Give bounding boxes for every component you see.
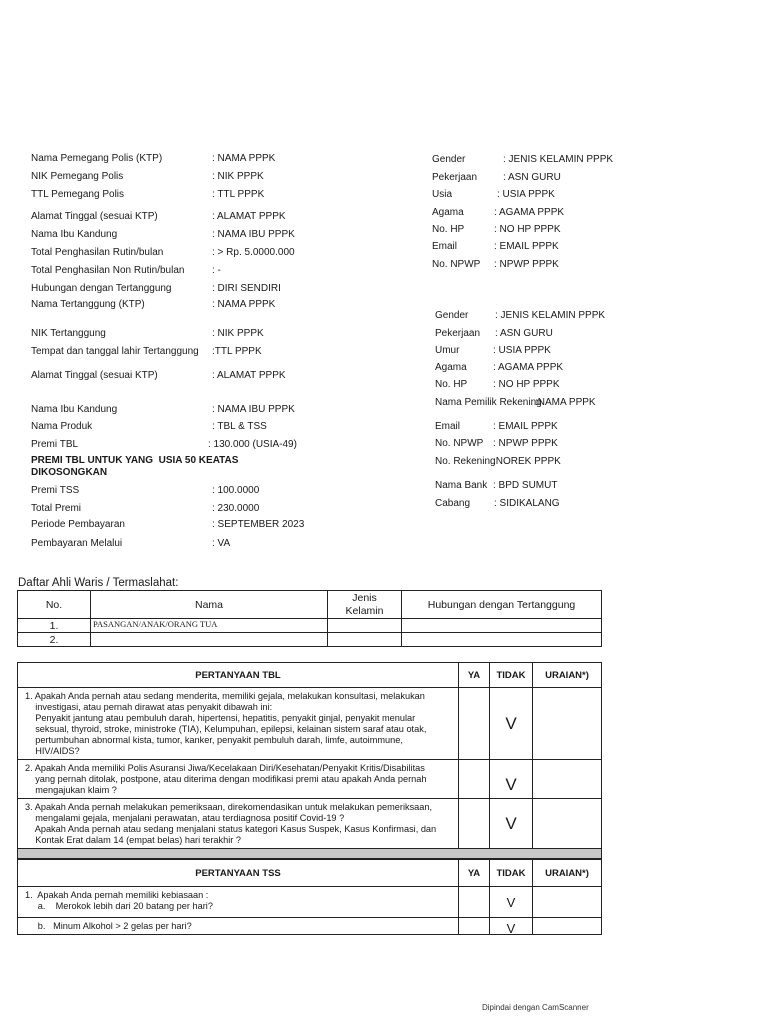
premi-note: PREMI TBL UNTUK YANG USIA 50 KEATAS DIKOSONGKAN xyxy=(31,455,239,478)
answer-ya xyxy=(459,799,490,849)
field-value: : TBL & TSS xyxy=(212,421,267,432)
answer-uraian xyxy=(533,799,602,849)
field-value: : USIA PPPK xyxy=(493,345,551,356)
field-value: : DIRI SENDIRI xyxy=(212,283,281,294)
field-label: Alamat Tinggal (sesuai KTP) xyxy=(31,211,158,222)
heirs-col-nama: Nama xyxy=(91,591,328,619)
heirs-col-hubungan: Hubungan dengan Tertanggung xyxy=(402,591,602,619)
tss-questions-table xyxy=(17,859,602,935)
field-value: : VA xyxy=(212,538,231,549)
heirs-col-no: No. xyxy=(18,591,91,619)
field-value: : BPD SUMUT xyxy=(493,480,558,491)
answer-tidak: V xyxy=(490,688,533,760)
field-label: Nama Produk xyxy=(31,421,93,432)
field-value: : NO HP PPPK xyxy=(493,379,560,390)
tss-col-question: PERTANYAAN TSS xyxy=(18,860,459,887)
field-label: TTL Pemegang Polis xyxy=(31,189,125,200)
field-label: NIK Pemegang Polis xyxy=(31,171,124,182)
field-label: Email xyxy=(435,421,461,432)
field-label: Premi TBL xyxy=(31,439,79,450)
field-label: Nama Tertanggung (KTP) xyxy=(31,299,145,310)
field-value: : NO HP PPPK xyxy=(494,224,561,235)
field-value: : ASN GURU xyxy=(503,172,561,183)
tss-col-uraian: URAIAN*) xyxy=(533,860,602,887)
tbl-questions-table xyxy=(17,662,602,859)
field-label: Tempat dan tanggal lahir Tertanggung xyxy=(31,346,199,357)
field-value: : SIDIKALANG xyxy=(494,498,560,509)
field-value: : 130.000 (USIA-49) xyxy=(208,439,297,450)
field-value: : NAMA PPPK xyxy=(212,153,276,164)
field-value: : USIA PPPK xyxy=(497,189,555,200)
question-text: 3. Apakah Anda pernah melakukan pemeriksaan, direkomendasikan untuk melakukan pemeriksaan, mengalami gejala, menjalani perawatan, atau terdiagnosa positif Covid-19 ? Apakah Anda pernah atau sedang menjalani status kategori Kasus Suspek, Kasus Konfirmasi, dan Kontak Erat dalam 14 (empat belas) hari terakhir ? xyxy=(18,799,459,849)
heirs-section-title: Daftar Ahli Waris / Termaslahat: xyxy=(18,577,179,589)
answer-tidak: V xyxy=(490,887,533,918)
answer-ya xyxy=(459,760,490,799)
field-value: :NAMA PPPK xyxy=(535,397,596,408)
field-value: : NAMA PPPK xyxy=(212,299,276,310)
field-label: Alamat Tinggal (sesuai KTP) xyxy=(31,370,158,381)
field-value: : EMAIL PPPK xyxy=(494,241,559,252)
field-value: : ALAMAT PPPK xyxy=(212,370,286,381)
field-label: Nama Ibu Kandung xyxy=(31,404,118,415)
field-label: Premi TSS xyxy=(31,485,80,496)
field-value: : JENIS KELAMIN PPPK xyxy=(503,154,614,165)
tbl-col-question: PERTANYAAN TBL xyxy=(18,663,459,688)
table-row xyxy=(18,619,602,633)
field-label: Cabang xyxy=(435,498,471,509)
answer-uraian xyxy=(533,760,602,799)
scanner-footer: Dipindai dengan CamScanner xyxy=(482,1003,589,1012)
table-row xyxy=(18,633,602,647)
field-value: : NPWP PPPK xyxy=(494,259,559,270)
field-label: NIK Tertanggung xyxy=(31,328,106,339)
field-label: No. HP xyxy=(432,224,465,235)
field-value: : 100.0000 xyxy=(212,485,260,496)
heirs-cell xyxy=(402,619,602,633)
tbl-col-tidak: TIDAK xyxy=(490,663,533,688)
field-value: : 230.0000 xyxy=(212,503,260,514)
field-label: Agama xyxy=(435,362,467,373)
field-label: No. HP xyxy=(435,379,468,390)
heirs-col-jenis-kelamin: Jenis Kelamin xyxy=(328,591,402,619)
field-label: Email xyxy=(432,241,458,252)
field-label: Nama Pemilik Rekening xyxy=(435,397,542,408)
field-label: Gender xyxy=(435,310,469,321)
field-label: Usia xyxy=(432,189,453,200)
field-label: Total Premi xyxy=(31,503,82,514)
section-divider xyxy=(18,849,602,859)
question-text: 1. Apakah Anda pernah memiliki kebiasaan : a. Merokok lebih dari 20 batang per hari? xyxy=(18,887,459,918)
tbl-col-uraian: URAIAN*) xyxy=(533,663,602,688)
question-text: 2. Apakah Anda memiliki Polis Asuransi Jiwa/Kecelakaan Diri/Kesehatan/Penyakit Kritis/Disabilitas yang pernah ditolak, postpone, atau diterima dengan modifikasi premi atau apakah Anda pernah mengajukan klaim ? xyxy=(18,760,459,799)
question-text: b. Minum Alkohol > 2 gelas per hari? xyxy=(18,918,459,935)
field-label: Hubungan dengan Tertanggung xyxy=(31,283,172,294)
field-label: Total Penghasilan Non Rutin/bulan xyxy=(31,265,185,276)
field-label: Nama Ibu Kandung xyxy=(31,229,118,240)
field-value: : NAMA IBU PPPK xyxy=(212,404,295,415)
field-value: : ASN GURU xyxy=(495,328,553,339)
heirs-cell xyxy=(91,633,328,647)
field-label: Pembayaran Melalui xyxy=(31,538,123,549)
table-row xyxy=(18,887,602,918)
field-label: No. Rekening xyxy=(435,456,496,467)
field-value: : JENIS KELAMIN PPPK xyxy=(495,310,606,321)
heirs-cell: PASANGAN/ANAK/ORANG TUA xyxy=(91,619,328,633)
answer-ya xyxy=(459,688,490,760)
answer-uraian xyxy=(533,688,602,760)
field-label: Pekerjaan xyxy=(432,172,478,183)
field-value: : NPWP PPPK xyxy=(493,438,558,449)
field-value: : AGAMA PPPK xyxy=(494,207,565,218)
field-value: : SEPTEMBER 2023 xyxy=(212,519,305,530)
field-value: : AGAMA PPPK xyxy=(493,362,564,373)
field-label: Nama Pemegang Polis (KTP) xyxy=(31,153,163,164)
answer-ya xyxy=(459,918,490,935)
tss-col-ya: YA xyxy=(459,860,490,887)
tss-col-tidak: TIDAK xyxy=(490,860,533,887)
field-value: :TTL PPPK xyxy=(212,346,262,357)
field-value: : ALAMAT PPPK xyxy=(212,211,286,222)
table-row xyxy=(18,688,602,760)
field-value: : EMAIL PPPK xyxy=(493,421,558,432)
field-label: Nama Bank xyxy=(435,480,488,491)
field-label: Gender xyxy=(432,154,466,165)
heirs-cell: 1. xyxy=(18,619,91,633)
field-label: Periode Pembayaran xyxy=(31,519,125,530)
field-label: Umur xyxy=(435,345,460,356)
field-label: No. NPWP xyxy=(432,259,481,270)
tbl-col-ya: YA xyxy=(459,663,490,688)
heirs-cell xyxy=(402,633,602,647)
question-text: 1. Apakah Anda pernah atau sedang menderita, memiliki gejala, melakukan konsultasi, melakukan investigasi, atau pernah dirawat atas penyakit dibawah ini: Penyakit jantung atau pembuluh darah, hipertensi, hepatitis, penyakit ginjal, penyakit menular seksual, thyroid, stroke, ministroke (TIA), Kelumpuhan, epilepsi, kelainan sistem saraf atau otak, pertumbuhan abnormal kista, tumor, kanker, penyakit pembuluh darah, limfe, autoimmune, HIV/AIDS? xyxy=(18,688,459,760)
field-value: : NIK PPPK xyxy=(212,328,264,339)
answer-tidak: V xyxy=(490,799,533,849)
field-value: :NOREK PPPK xyxy=(493,456,561,467)
field-value: : TTL PPPK xyxy=(212,189,265,200)
answer-tidak: V xyxy=(490,918,533,935)
field-label: No. NPWP xyxy=(435,438,484,449)
answer-uraian xyxy=(533,887,602,918)
field-value: : NAMA IBU PPPK xyxy=(212,229,295,240)
field-label: Agama xyxy=(432,207,464,218)
field-label: Pekerjaan xyxy=(435,328,481,339)
table-row xyxy=(18,760,602,799)
table-row xyxy=(18,918,602,935)
answer-tidak: V xyxy=(490,760,533,799)
heirs-cell: 2. xyxy=(18,633,91,647)
heirs-table xyxy=(17,590,602,647)
field-label: Total Penghasilan Rutin/bulan xyxy=(31,247,164,258)
field-value: : > Rp. 5.0000.000 xyxy=(212,247,295,258)
field-value: : - xyxy=(212,265,221,276)
field-value: : NIK PPPK xyxy=(212,171,264,182)
heirs-cell xyxy=(328,633,402,647)
answer-ya xyxy=(459,887,490,918)
heirs-cell xyxy=(328,619,402,633)
table-row xyxy=(18,799,602,849)
answer-uraian xyxy=(533,918,602,935)
